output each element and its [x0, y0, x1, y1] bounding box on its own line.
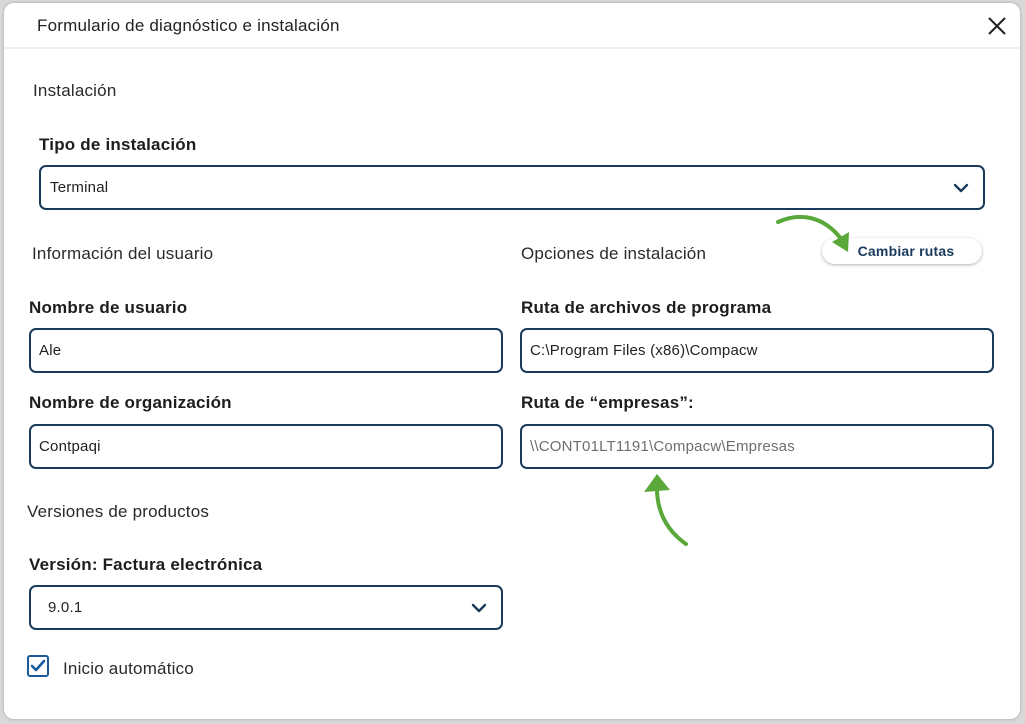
installation-type-value: Terminal — [50, 179, 109, 196]
program-path-input[interactable] — [520, 328, 994, 373]
chevron-down-icon — [471, 602, 487, 614]
annotation-arrow-up-icon — [630, 470, 695, 550]
invoice-version-select[interactable] — [29, 585, 503, 630]
installation-type-select[interactable] — [39, 165, 985, 210]
installation-type-label: Tipo de instalación — [39, 135, 197, 154]
companies-path-input[interactable] — [520, 424, 994, 469]
installation-section-title: Instalación — [33, 81, 117, 100]
install-options-section-title: Opciones de instalación — [521, 244, 707, 263]
title-divider — [4, 47, 1020, 49]
organization-value: Contpaqi — [39, 438, 101, 455]
checkmark-icon — [29, 657, 47, 675]
companies-path-label: Ruta de “empresas”: — [521, 393, 694, 412]
organization-label: Nombre de organización — [29, 393, 232, 412]
annotation-arrow-right-icon — [772, 208, 857, 258]
invoice-version-label: Versión: Factura electrónica — [29, 555, 263, 574]
auto-start-label: Inicio automático — [63, 659, 194, 678]
username-label: Nombre de usuario — [29, 298, 188, 317]
username-value: Ale — [39, 342, 62, 359]
companies-path-value: \\CONT01LT1191\Compacw\Empresas — [530, 438, 795, 455]
chevron-down-icon — [953, 182, 969, 194]
change-paths-button[interactable]: Cambiar rutas — [822, 238, 982, 264]
organization-input[interactable] — [29, 424, 503, 469]
username-input[interactable] — [29, 328, 503, 373]
program-path-label: Ruta de archivos de programa — [521, 298, 772, 317]
dialog-title: Formulario de diagnóstico e instalación — [37, 16, 340, 35]
auto-start-checkbox[interactable] — [27, 655, 49, 677]
program-path-value: C:\Program Files (x86)\Compacw — [530, 342, 758, 359]
versions-section-title: Versiones de productos — [27, 502, 210, 521]
user-info-section-title: Información del usuario — [32, 244, 214, 263]
close-icon[interactable] — [986, 15, 1008, 37]
invoice-version-value: 9.0.1 — [48, 599, 83, 616]
